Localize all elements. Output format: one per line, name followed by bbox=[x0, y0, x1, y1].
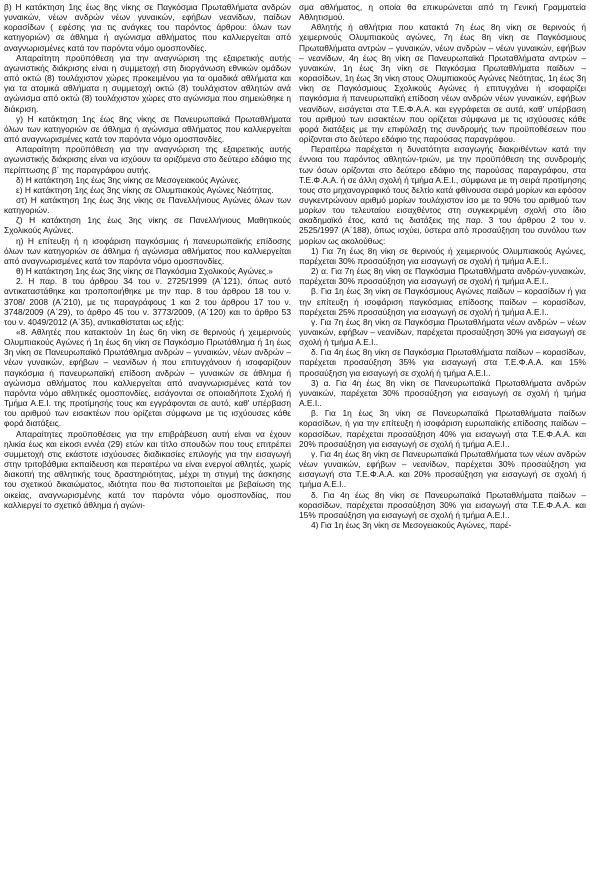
paragraph: στ) Η κατάκτηση 1ης έως 3ης νίκης σε Πανελλήνιους Αγώνες όλων των κατηγοριών. bbox=[4, 194, 291, 216]
left-column bbox=[4, 2, 291, 874]
paragraph: γ. Για 7η έως 8η νίκη σε Παγκόσμια Πρωταθλήματα νέων ανδρών – νέων γυναικών, εφήβων – νεανίδων, παρέχεται προσαύξηση 30% για εισαγωγή σε σχολή ή τμήμα Α.Ε.Ι.. bbox=[299, 316, 586, 348]
right-column bbox=[299, 2, 586, 874]
paragraph: Απαραίτητη προϋπόθεση για την αναγνώριση της εξαιρετικής αυτής αγωνιστικής διάκρισης είναι η συμμετοχή στη διοργάνωση εθνικών ομάδων από οκτώ (8) τουλάχιστον χώρες προκειμένου για τα ομαδικά αθλήματα και για τα ατομικά αθλήματα η συμμετοχή οκτώ (8) τουλάχιστον αθλητών ανά αγώνισμα από οκτώ (8) τουλάχιστον χώρες στο αγώνισμα που σημειώθηκε η διάκριση. bbox=[4, 52, 291, 114]
paragraph: β. Για 1η έως 3η νίκη σε Πανευρωπαϊκά Πρωταθλήματα παίδων κορασίδων, ή για την επίτευξη ή ισοφάριση ευρωπαϊκής επίδοσης παίδων – κορασίδων, παρέχεται προσαύξηση 40% για εισαγωγή στα Τ.Ε.Φ.Α.Α. και 20% προσαύξηση για εισαγωγή σε σχολή ή τμήμα Α.Ε.Ι.. bbox=[299, 408, 586, 449]
paragraph: γ. Για 4η έως 8η νίκη σε Πανευρωπαϊκά Πρωταθλήματα των νέων ανδρών νέων γυναικών, εφήβων – νεανίδων, παρέχεται 30% προσαύξηση για εισαγωγή στα Τ.Ε.Φ.Α.Α. και 20% προσαύξηση για εισαγωγή σε σχολή ή τμήμα Α.Ε.Ι.. bbox=[299, 448, 586, 490]
paragraph: 1) Για 7η έως 8η νίκη σε θερινούς ή χειμερινούς Ολυμπιακούς Αγώνες, παρέχεται 30% προσαύξηση για εισαγωγή σε σχολή ή τμήμα Α.Ε.Ι.. bbox=[299, 245, 586, 266]
paragraph: ε) Η κατάκτηση 1ης έως 3ης νίκης σε Ολυμπιακούς Αγώνες Νεότητας. bbox=[16, 184, 274, 195]
paragraph: 3) α. Για 4η έως 8η νίκη σε Πανευρωπαϊκά Πρωταθλήματα ανδρών γυναικών, παρέχεται 30% προσαύξηση για εισαγωγή σε σχολή ή τμήμα Α.Ε.Ι.. bbox=[299, 377, 586, 409]
paragraph: ζ) Η κατάκτηση 1ης έως 3ης νίκης σε Πανελλήνιους Μαθητικούς Σχολικούς Αγώνες. bbox=[4, 215, 291, 236]
paragraph: β) Η κατάκτηση 1ης έως 8ης νίκης σε Παγκόσμια Πρωταθλήματα ανδρών γυναικών, νέων ανδρών νέων γυναικών, εφήβων νεανίδων, παίδων κορασίδων ( εφέσης για τις ανάγκες του παρόντος άρθρου: όλων των κατηγοριών) σε άθλημα ή αγώνισμα αθλήματος που καλλιεργείται από αναγνωρισμένες κατά τον παρόντα νόμο ομοσπονδίες. bbox=[4, 2, 291, 53]
paragraph: 4) Για 1η έως 3η νίκη σε Μεσογειακούς Αγώνες, παρέ- bbox=[311, 519, 512, 530]
paragraph: δ) Η κατάκτηση 1ης έως 3ης νίκης σε Μεσογειακούς Αγώνες. bbox=[16, 174, 241, 185]
paragraph: 2) α. Για 7η έως 8η νίκη σε Παγκόσμια Πρωταθλήματα ανδρών-γυναικών, παρέχεται 30% προσαύξηση για εισαγωγή σε σχολή ή τμήμα Α.Ε.Ι.. bbox=[299, 266, 586, 287]
paragraph: β. Για 1η έως 3η νίκη σε Παγκόσμιους Αγώνες παίδων – κορασίδων ή για την επίτευξη ή ισοφάριση παγκόσμιας επίδοσης παίδων – κορασίδων, παρέχεται 25% προσαύξηση για εισαγωγή σε σχολή ή τμήμα Α.Ε.Ι.. bbox=[299, 286, 586, 317]
paragraph: Αθλητής ή αθλήτρια που κατακτά 7η έως 8η νίκη σε θερινούς ή χειμερινούς Ολυμπιακούς αγώνες, 7η έως 8η νίκη σε Παγκόσμιους Πρωταθλήματα αντρών – γυναικών, νέων ανδρών – νέων γυναικών, εφήβων – νεανίδων, 4η έως 8η νίκη σε Πανευρωπαϊκά Πρωταθλήματα αντρών – γυναικών, 1η έως 3η νίκη σε Παγκόσμια Πρωταθλήματα παίδων – κορασίδων, 1η έως 3η νίκη στους Ολυμπιακούς Αγώνες Νεότητας, 1η έως 3η νίκη σε Παγκόσμιους Σχολικούς Αγώνες ή επιτυγχάνει ή ισοφαρίζει παγκόσμια ή πανευρωπαϊκή επίδοση νέων ανδρών νέων γυναικών, εφήβων νεανίδων, εισάγεται στα Τ.Ε.Φ.Α.Α. και εγγράφεται σε αυτά, καθ' υπέρβαση του αριθμού των εισακτέων που ορίζεται σύμφωνα με τις ισχύουσες κάθε φορά διατάξεις με την επιφύλαξη της συνδρομής των προϋποθέσεων που ορίζονται στο δεύτερο εδάφιο της παρούσας παραγράφου. bbox=[299, 22, 586, 145]
paragraph: η) Η επίτευξη ή η ισοφάριση παγκόσμιας ή πανευρωπαϊκής επίδοσης όλων των κατηγοριών σε άθλημα ή αγώνισμα αθλήματος που καλλιεργείται από αναγνωρισμένες κατά τον παρόντα νόμο ομοσπονδίες. bbox=[4, 235, 291, 266]
paragraph: δ. Για 4η έως 8η νίκη σε Πανευρωπαϊκά Πρωταθλήματα παίδων – κορασίδων, παρέχεται προσαύξηση 30% για εισαγωγή στα Τ.Ε.Φ.Α.Α. και 15% προσαύξηση για εισαγωγή σε σχολή ή τμήμα Α.Ε.Ι.. bbox=[299, 489, 586, 520]
paragraph: θ) Η κατάκτηση 1ης έως 3ης νίκης σε Παγκόσμια Σχολικούς Αγώνες.» bbox=[16, 266, 273, 277]
paragraph: γ) Η κατάκτηση 1ης έως 8ης νίκης σε Πανευρωπαϊκά Πρωταθλήματα όλων των κατηγοριών σε άθλημα ή αγώνισμα αθλήματος που καλλιεργείται από αναγνωρισμένες κατά τον παρόντα νόμο ομοσπονδίες. bbox=[4, 113, 291, 145]
paragraph: 2. Η παρ. 8 του άρθρου 34 του ν. 2725/1999 (Α΄121), όπως αυτό αντικαταστάθηκε και τροποποιήθηκε με την παρ. 8 του άρθρου 18 του ν. 3708/ 2008 (Α΄210), με τις παραγράφους 1 και 2 του άρθρου 17 του ν. 3748/2009 (Α΄29), το άρθρο 45 του ν. 3773/2009, (Α΄120) και το άρθρο 53 του ν. 4049/2012 (Α΄35), αντικαθίσταται ως εξής: bbox=[4, 276, 291, 327]
paragraph: «8. Αθλητές που κατακτούν 1η έως 6η νίκη σε θερινούς ή χειμερινούς Ολυμπιακούς Αγώνες ή 1η έως 6η νίκη σε Παγκόσμιο Πρωτάθλημα ή 1η έως 3η νίκη σε Πανευρωπαϊκό Πρωτάθλημα ανδρών – γυναικών, νέων ανδρών – νέων γυναικών, εφήβων – νεανίδων ή που επιτυγχάνουν ή ισοφαρίζουν παγκόσμια ή πανευρωπαϊκή επίδοση ανδρών – γυναικών σε άθλημα ή αγώνισμα αθλήματος που καλλιεργείται από αναγνωρισμένες κατά τον παρόντα νόμο αθλητικές ομοσπονδίες, εισάγονται σε οποιαδήποτε Σχολή ή Τμήμα Α.Ε.Ι. της προτίμησής τους και εγγράφονται σε αυτό, καθ' υπέρβαση του αριθμού των εισακτέων που ορίζεται σύμφωνα με τις ισχύουσες κάθε φορά διατάξεις. bbox=[4, 327, 291, 429]
paragraph: Απαραίτητες προϋποθέσεις για την επιβράβευση αυτή είναι να έχουν ηλικία έως και είκοσι εννέα (29) ετών και τίτλο σπουδών που τους επιτρέπει συμμετοχή στις εκάστοτε ισχύουσες διαδικασίες επιλογής για την εισαγωγή στην τριτοβάθμια εκπαίδευση και περαιτέρω να είναι ενεργοί αθλητές, χωρίς διακοπή της αθλητικής τους δραστηριότητας, μέχρι τη στιγμή της άσκησης του σχετικού δικαιώματος, ιδιότητα που θα πιστοποιείται με βεβαίωση της οικείας, αναγνωρισμένης κατά τον παρόντα νόμο ομοσπονδίας, που καλλιεργεί το σχετικό άθλημα ή αγώνι- bbox=[4, 428, 291, 510]
paragraph: Απαραίτητη προϋπόθεση για την αναγνώριση της εξαιρετικής αυτής αγωνιστικής διάκρισης είναι να ισχύουν τα οριζόμενα στο δεύτερο εδάφιο της περίπτωσης β΄ της παραγράφου αυτής. bbox=[4, 144, 291, 175]
paragraph: σμα αθλήματος, η οποία θα επικυρώνεται από τη Γενική Γραμματεία Αθλητισμού. bbox=[299, 2, 586, 23]
paragraph: Περαιτέρω παρέχεται η δυνατότητα εισαγωγής διακριθέντων κατά την έννοια του παρόντος αθλητών-τριών, με την προϋπόθεση της συνδρομής των όσων ορίζονται στο δεύτερο εδάφιο της παρούσας παραγράφου, στα Τ.Ε.Φ.Α.Α. ή σε άλλη σχολή ή τμήμα Α.Ε.Ι., σύμφωνα με τη σειρά προτίμησης τους στο μηχανογραφικό τους δελτίο κατά φθίνουσα σειρά μορίων και εφόσον συγκεντρώνουν αριθμό μορίων τουλάχιστον ίσο με το 90% του αριθμού των μορίων του τελευταίου εισαχθέντος στη συγκεκριμένη σχολή στο ίδιο ακαδημαϊκό έτος, κατά τις διατάξεις της παρ. 3 του άρθρου 2 του ν. 2525/1997 (Α΄188), όπως ισχύει, ύστερα από προσαύξηση του συνόλου των μορίων ως ακολούθως: bbox=[299, 144, 586, 246]
paragraph: δ. Για 4η έως 8η νίκη σε Παγκόσμια Πρωταθλήματα παίδων – κορασίδων, παρέχεται προσαύξηση 35% για εισαγωγή στα Τ.Ε.Φ.Α.Α. και 15% προσαύξηση για εισαγωγή σε σχολή ή τμήμα Α.Ε.Ι.. bbox=[299, 347, 586, 378]
